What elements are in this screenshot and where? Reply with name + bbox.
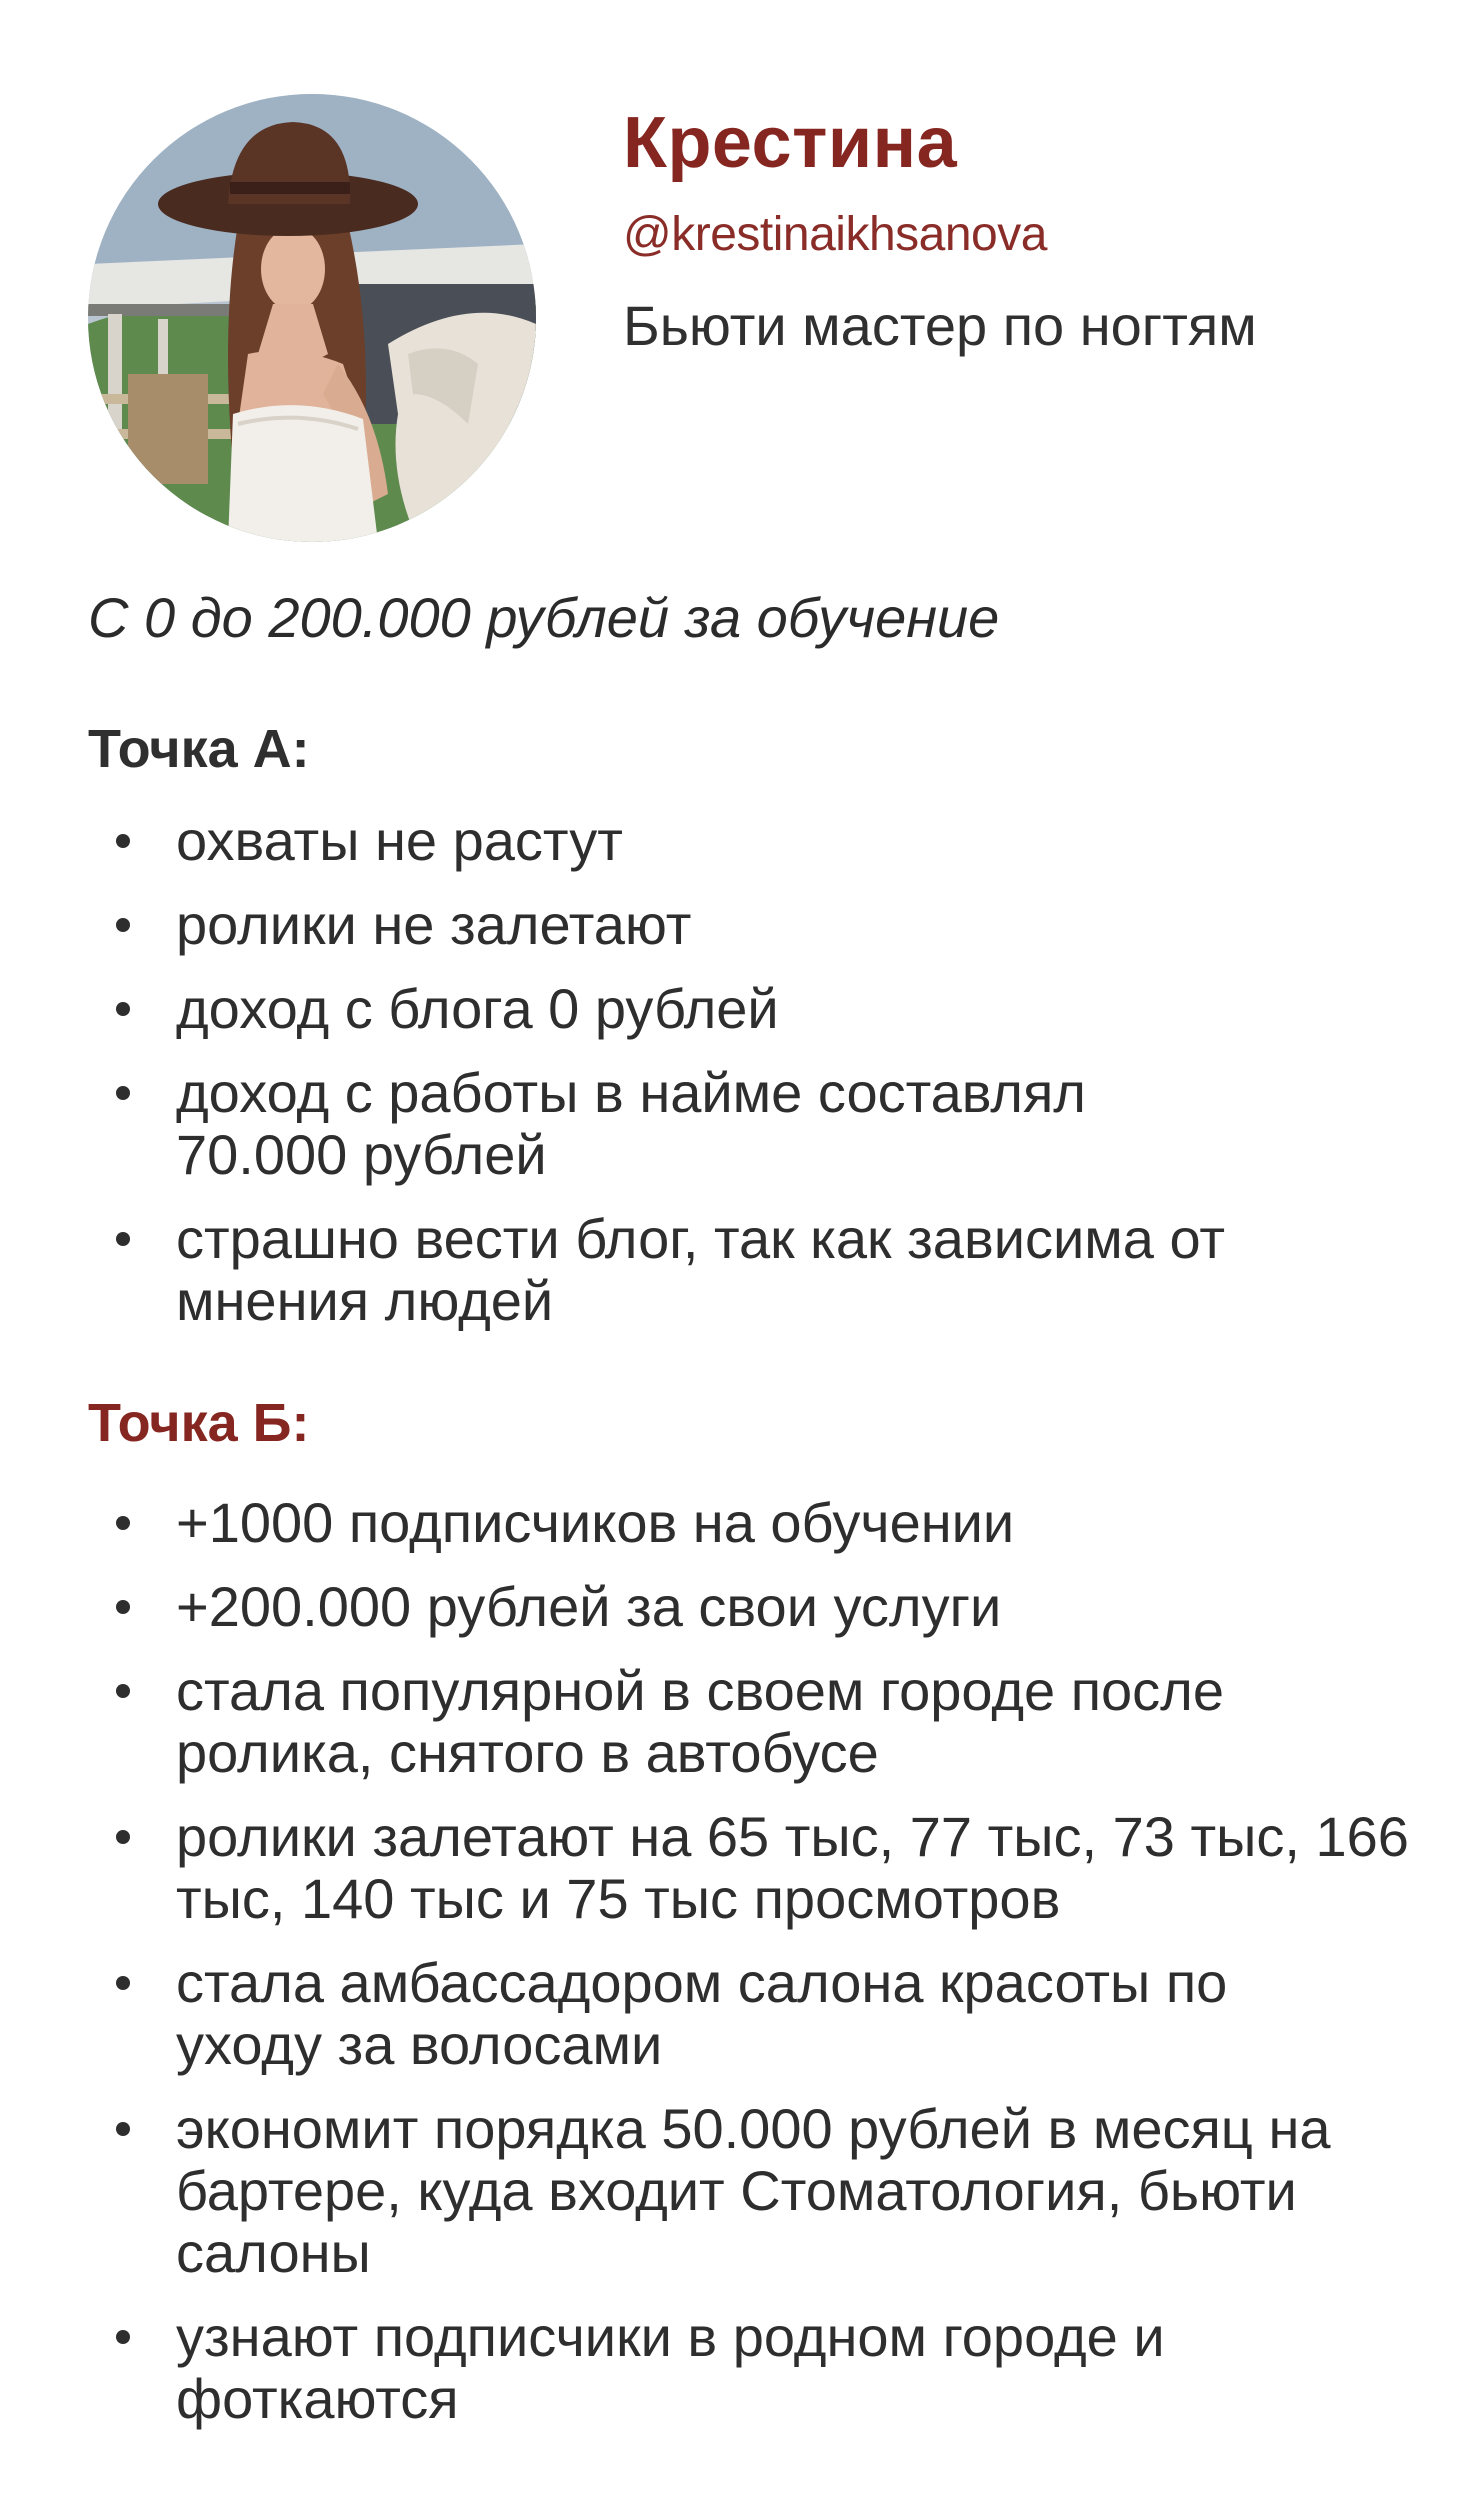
bullet-icon [116, 1830, 130, 1844]
point-b-title: Точка Б: [88, 1393, 310, 1453]
bullet-icon [116, 918, 130, 932]
list-item: охваты не растут [88, 810, 1448, 872]
profile-header [88, 90, 1388, 540]
profile-handle[interactable]: @krestinaikhsanova [623, 208, 1047, 262]
bullet-icon [116, 834, 130, 848]
point-a-list [88, 810, 1448, 1354]
list-item: +1000 подписчиков на обучении [88, 1492, 1448, 1554]
point-b-list [88, 1492, 1448, 2452]
list-item: ролики залетают на 65 тыс, 77 тыс, 73 тыс, 166 тыс, 140 тыс и 75 тыс просмотров [88, 1806, 1448, 1930]
list-item: доход с работы в найме составлял 70.000 рублей [88, 1062, 1448, 1186]
bullet-icon [116, 1086, 130, 1100]
list-item: +200.000 рублей за свои услуги [88, 1576, 1448, 1638]
list-item: экономит порядка 50.000 рублей в месяц на бартере, куда входит Стоматология, бьюти салоны [88, 2098, 1448, 2284]
point-a-title: Точка А: [88, 719, 310, 779]
bullet-icon [116, 1232, 130, 1246]
list-item: доход с блога 0 рублей [88, 978, 1448, 1040]
profile-bio: Бьюти мастер по ногтям [623, 293, 1257, 357]
bullet-icon [116, 1600, 130, 1614]
intro-text: С 0 до 200.000 рублей за обучение [88, 586, 1000, 649]
list-item: стала амбассадором салона красоты по уходу за волосами [88, 1952, 1448, 2076]
list-item: страшно вести блог, так как зависима от мнения людей [88, 1208, 1448, 1332]
avatar[interactable] [88, 94, 536, 542]
bullet-icon [116, 1516, 130, 1530]
list-item: узнают подписчики в родном городе и фоткаются [88, 2306, 1448, 2430]
profile-info [623, 104, 1257, 359]
list-item: ролики не залетают [88, 894, 1448, 956]
bullet-icon [116, 1684, 130, 1698]
bullet-icon [116, 1002, 130, 1016]
bullet-icon [116, 1976, 130, 1990]
bullet-icon [116, 2330, 130, 2344]
bullet-icon [116, 2122, 130, 2136]
profile-name: Крестина [623, 103, 958, 183]
list-item: стала популярной в своем городе после ролика, снятого в автобусе [88, 1660, 1448, 1784]
